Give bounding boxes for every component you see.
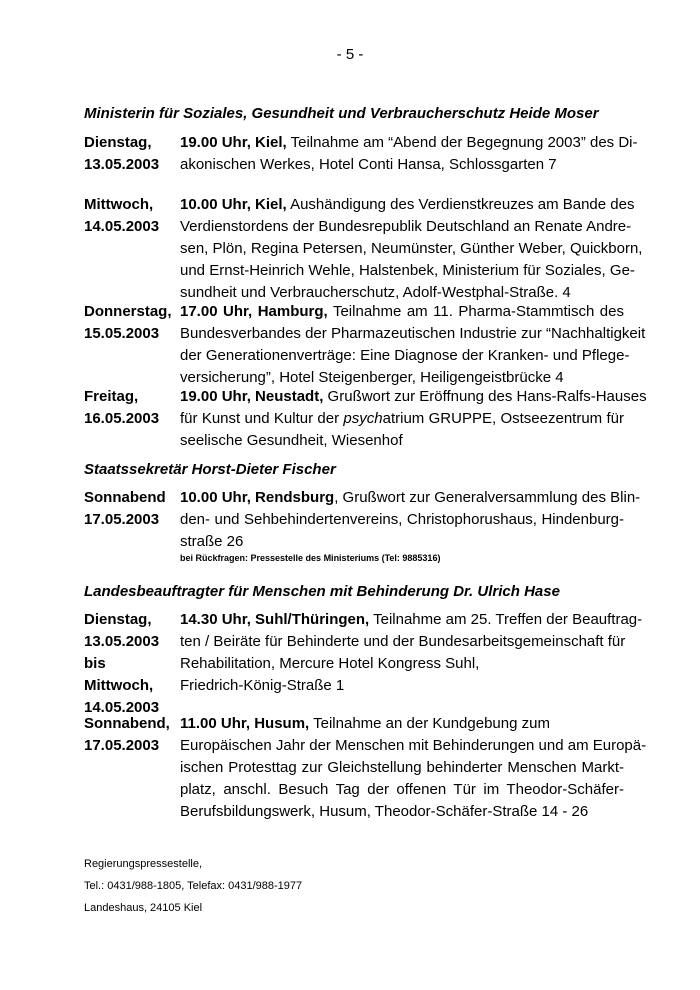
entry-date: Sonnabend, 17.05.2003 bbox=[84, 715, 170, 754]
entry-date: Mittwoch, 14.05.2003 bbox=[84, 196, 160, 235]
entry-date: Donnerstag, 15.05.2003 bbox=[84, 303, 172, 342]
entry-date: Dienstag, 13.05.2003 bis Mittwoch, 14.05.2003 bbox=[84, 611, 160, 716]
entry-date: Freitag, 16.05.2003 bbox=[84, 388, 160, 427]
entry-text: 19.00 Uhr, Kiel, Teilnahme am “Abend der Begegnung 2003” des Di- akonischen Werkes, Hotel Conti Hansa, Schlossgarten 7 bbox=[180, 134, 638, 173]
footer-line-address: Landeshaus, 24105 Kiel bbox=[84, 902, 203, 914]
entry-text: 10.00 Uhr, Rendsburg, Grußwort zur Generalversammlung des Blin- den- und Sehbehindertenvereins, Christophorushaus, Hindenburg- straße 26 bbox=[180, 489, 641, 550]
footer-line-office: Regierungspressestelle, bbox=[84, 858, 203, 870]
appointment-entry bbox=[84, 132, 638, 176]
entry-text: 11.00 Uhr, Husum, Teilnahme an der Kundgebung zum Europäischen Jahr der Menschen mit Behinderungen und am Europä- ischen Protesttag zur Gleichstellung behinderter Menschen Markt- platz, anschl. Besuch Tag der offenen Tür im Theodor-Schäfer- Berufsbildungswerk, Husum, Theodor-Schäfer-Straße 14 - 26 bbox=[180, 715, 647, 820]
entry-text: 19.00 Uhr, Neustadt, Grußwort zur Eröffnung des Hans-Ralfs-Hauses für Kunst und Kultur der psychatrium GRUPPE, Ostseezentrum für seelische Gesundheit, Wiesenhof bbox=[180, 388, 647, 449]
appointment-entry bbox=[84, 194, 643, 304]
appointment-entry bbox=[84, 487, 641, 553]
section-title-staatssekretaer: Staatssekretär Horst-Dieter Fischer bbox=[84, 461, 336, 478]
section-title-ministerin: Ministerin für Soziales, Gesundheit und Verbraucherschutz Heide Moser bbox=[84, 105, 599, 122]
footer-line-phone: Tel.: 0431/988-1805, Telefax: 0431/988-1977 bbox=[84, 880, 303, 892]
contact-note: bei Rückfragen: Pressestelle des Ministeriums (Tel: 9885316) bbox=[180, 553, 441, 563]
entry-text: 10.00 Uhr, Kiel, Aushändigung des Verdienstkreuzes am Bande des Verdienstordens der Bundesrepublik Deutschland an Renate Andre- sen, Plön, Regina Petersen, Neumünster, Günther Weber, Quickborn, und Ernst-Heinrich Wehle, Halstenbek, Ministerium für Soziales, Ge- sundheit und Verbraucherschutz, Adolf-Westphal-Straße. 4 bbox=[180, 196, 643, 301]
appointment-entry bbox=[84, 301, 646, 389]
appointment-entry bbox=[84, 386, 647, 452]
appointment-entry bbox=[84, 609, 643, 716]
entry-text: 17.00 Uhr, Hamburg, Teilnahme am 11. Pharma-Stammtisch des Bundesverbandes der Pharmazeutischen Industrie zur “Nachhaltigkeit der Generationenverträge: Eine Diagnose der Kranken- und Pflege- versicherung”, Hotel Steigenberger, Heiligengeistbrücke 4 bbox=[180, 303, 646, 386]
appointment-entry bbox=[84, 713, 647, 823]
page-number: - 5 - bbox=[336, 46, 364, 63]
entry-date: Dienstag, 13.05.2003 bbox=[84, 134, 160, 173]
entry-text: 14.30 Uhr, Suhl/Thüringen, Teilnahme am 25. Treffen der Beauftrag- ten / Beiräte für Behinderte und der Bundesarbeitsgemeinschaft für Rehabilitation, Mercure Hotel Kongress Suhl, Friedrich-König-Straße 1 bbox=[180, 611, 643, 694]
section-title-landesbeauftragter: Landesbeauftragter für Menschen mit Behinderung Dr. Ulrich Hase bbox=[84, 583, 560, 600]
entry-date: Sonnabend 17.05.2003 bbox=[84, 489, 166, 528]
